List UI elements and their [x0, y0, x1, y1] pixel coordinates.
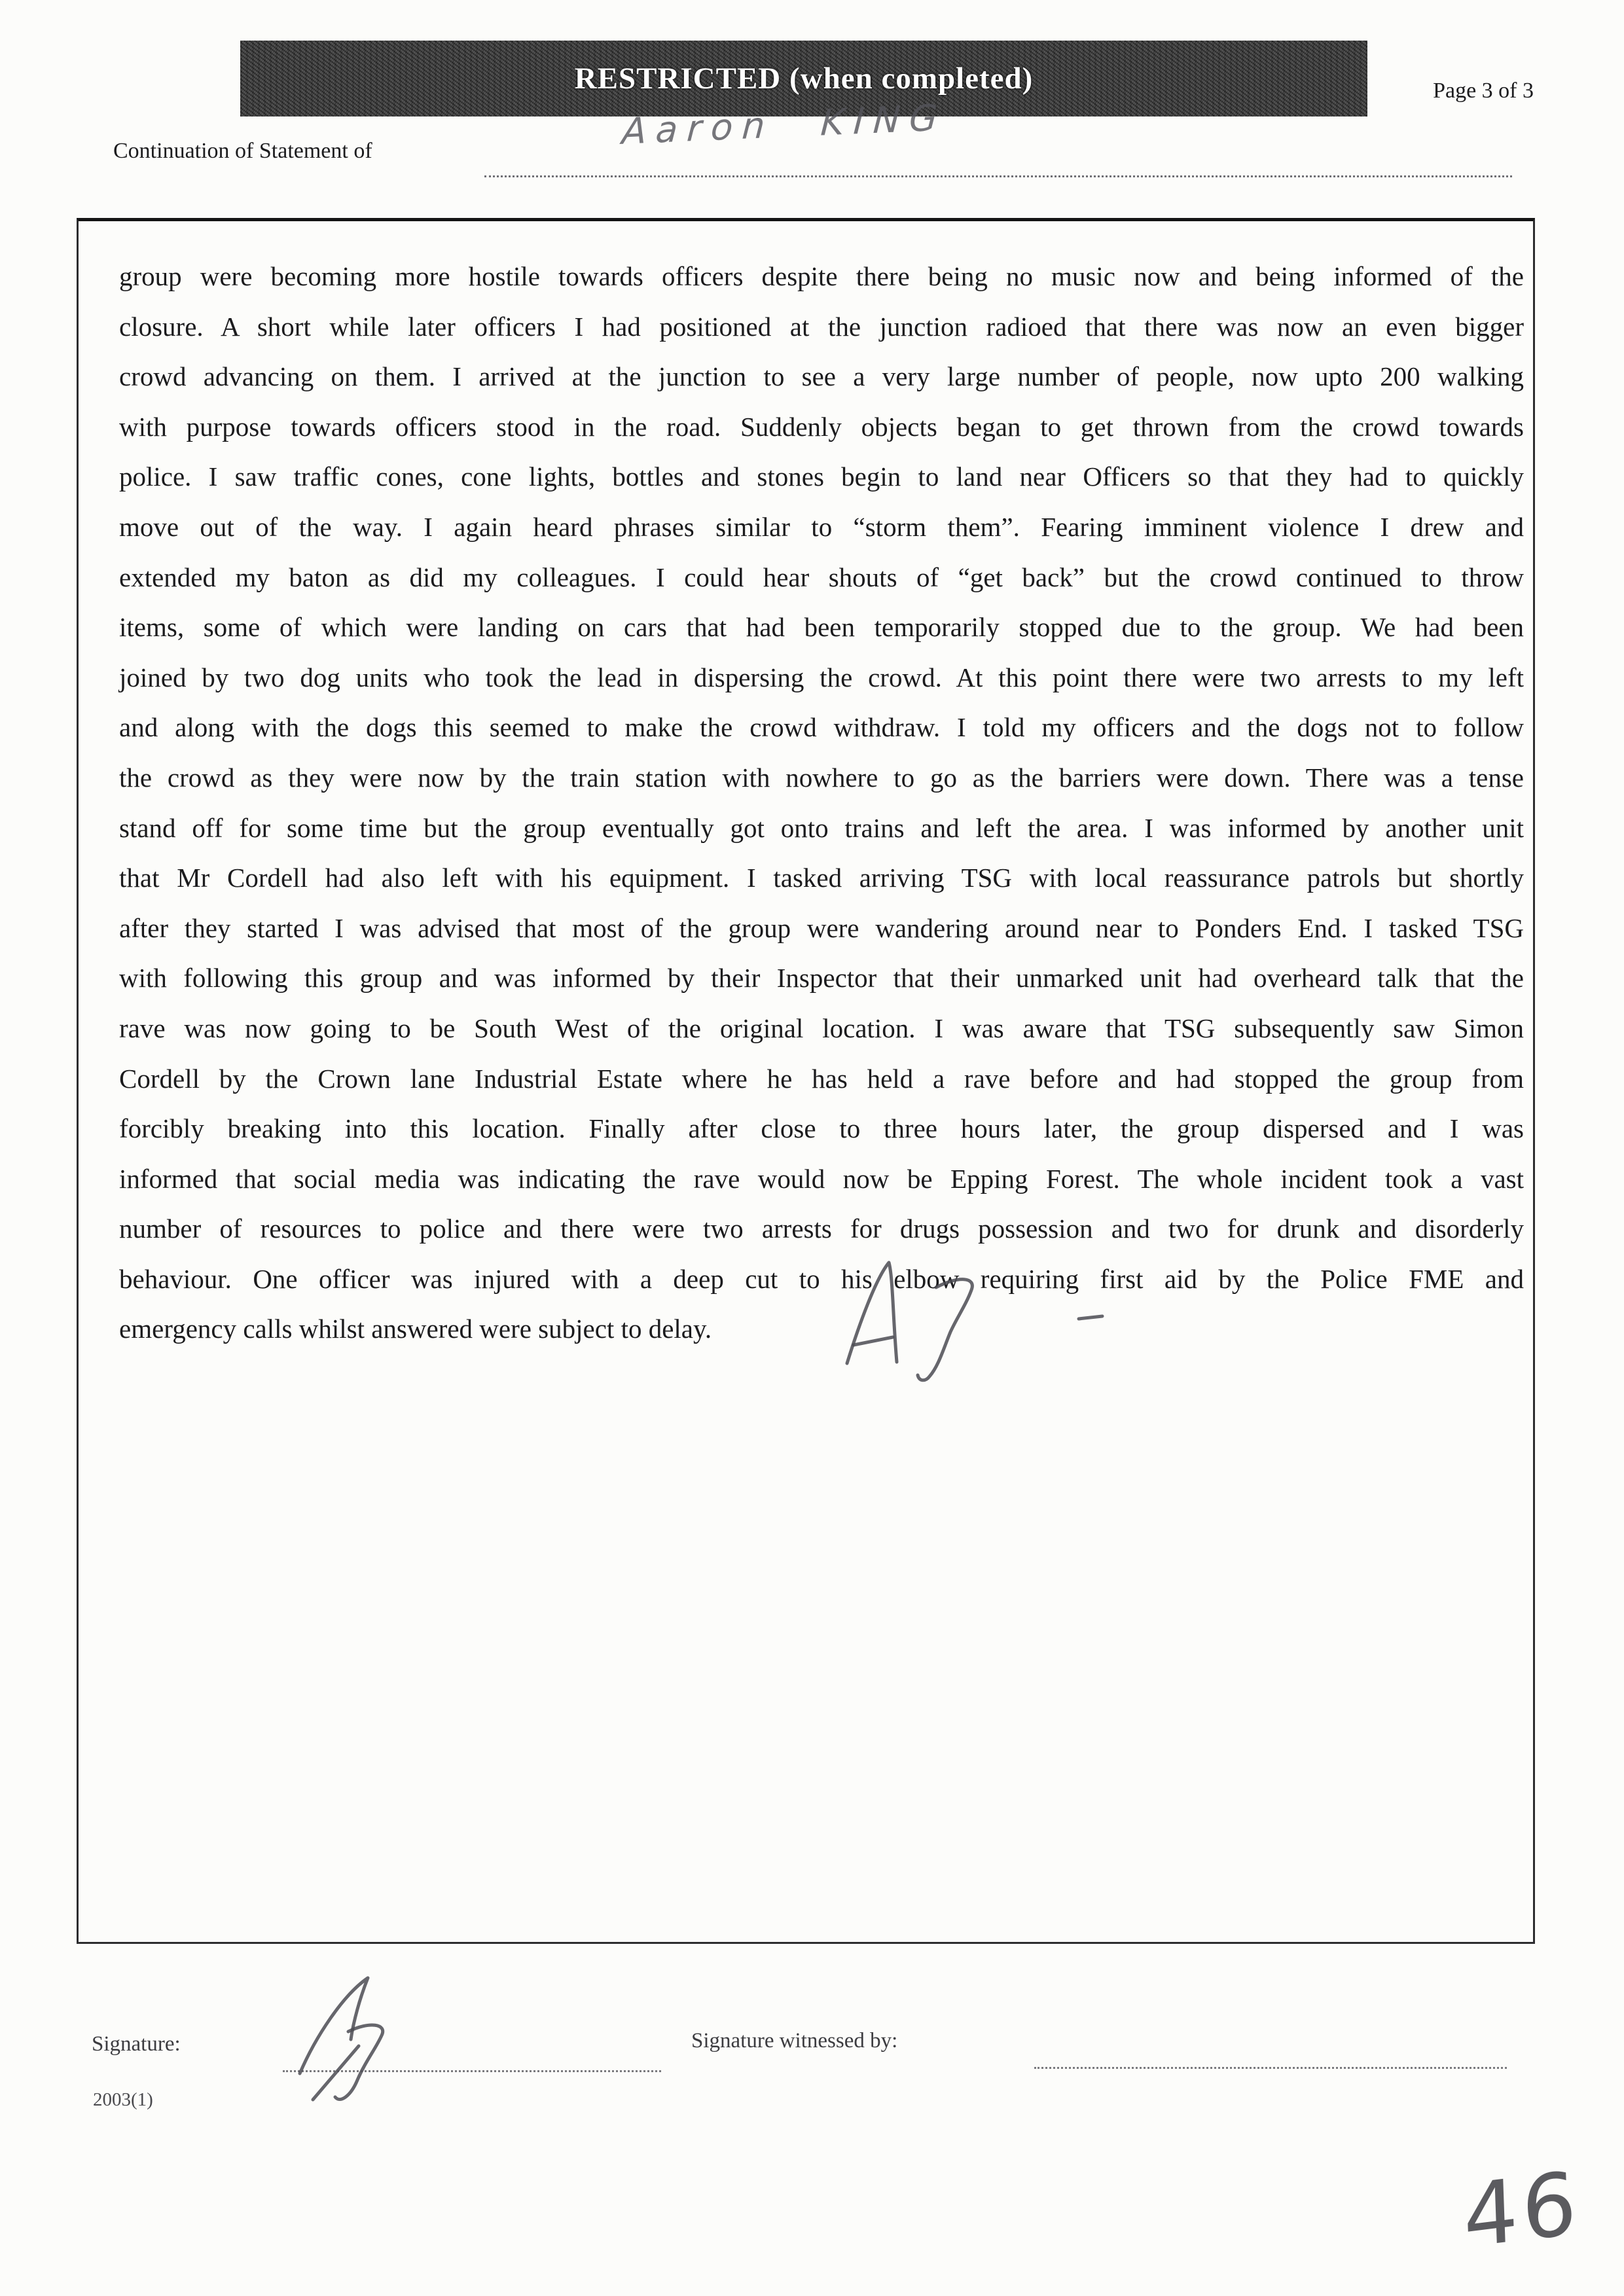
page-indicator: Page 3 of 3 [1433, 79, 1534, 103]
statement-line-8: items, some of which were landing on cars that had been temporarily stopped due to the group. We had been [119, 612, 1524, 643]
author-initials-mark [838, 1253, 1113, 1384]
witnessed-dotted-line [1034, 2049, 1507, 2069]
continuation-label: Continuation of Statement of [113, 139, 372, 163]
statement-line-14: after they started I was advised that most of the group were wandering around near to Ponders End. I tasked TSG [119, 912, 1524, 943]
signature-label: Signature: [92, 2032, 181, 2056]
statement-line-7: extended my baton as did my colleagues. I could hear shouts of “get back” but the crowd continued to throw [119, 562, 1524, 592]
statement-line-18: forcibly breaking into this location. Finally after close to three hours later, the group dispersed and I was [119, 1113, 1524, 1144]
statement-line-6: move out of the way. I again heard phrases similar to “storm them”. Fearing imminent violence I drew and [119, 511, 1524, 542]
statement-line-21: behaviour. One officer was injured with a deep cut to his elbow requiring first aid by the Police FME and [119, 1263, 1524, 1294]
statement-text [119, 251, 1524, 1354]
signature-witnessed-label: Signature witnessed by: [691, 2029, 898, 2053]
classification-banner-text: RESTRICTED (when completed) [574, 62, 1034, 96]
statement-line-3: crowd advancing on them. I arrived at the junction to see a very large number of people, now upto 200 walking [119, 361, 1524, 392]
signature-mark [275, 1969, 471, 2106]
continuation-dotted-line [484, 157, 1512, 177]
handwritten-name: Aaron KING [621, 96, 948, 152]
statement-line-19: informed that social media was indicating the rave would now be Epping Forest. The whole incident took a vast [119, 1163, 1524, 1194]
statement-line-12: stand off for some time but the group eventually got onto trains and left the area. I was informed by another unit [119, 812, 1524, 843]
statement-line-11: the crowd as they were now by the train station with nowhere to go as the barriers were down. There was a tense [119, 762, 1524, 793]
statement-line-15: with following this group and was informed by their Inspector that their unmarked unit had overheard talk that the [119, 963, 1524, 994]
statement-line-13: that Mr Cordell had also left with his equipment. I tasked arriving TSG with local reassurance patrols but shortly [119, 863, 1524, 893]
statement-line-17: Cordell by the Crown lane Industrial Estate where he has held a rave before and had stopped the group from [119, 1063, 1524, 1094]
statement-line-2: closure. A short while later officers I had positioned at the junction radioed that there was now an even bigger [119, 311, 1524, 342]
statement-line-20: number of resources to police and there were two arrests for drugs possession and two for drunk and disorderly [119, 1213, 1524, 1244]
handwritten-page-number: 46 [1461, 2152, 1582, 2269]
statement-line-9: joined by two dog units who took the lead in dispersing the crowd. At this point there were two arrests to my left [119, 662, 1524, 692]
statement-box [77, 218, 1535, 1944]
statement-line-22: emergency calls whilst answered were subject to delay. [119, 1314, 712, 1344]
statement-line-16: rave was now going to be South West of the original location. I was aware that TSG subsequently saw Simon [119, 1013, 1524, 1043]
statement-line-10: and along with the dogs this seemed to make the crowd withdraw. I told my officers and the dogs not to follow [119, 712, 1524, 743]
form-code: 2003(1) [93, 2089, 153, 2110]
statement-line-4: with purpose towards officers stood in the road. Suddenly objects began to get thrown from the crowd towards [119, 411, 1524, 442]
statement-line-5: police. I saw traffic cones, cone lights, bottles and stones begin to land near Officers so that they had to quickly [119, 461, 1524, 492]
statement-line-1: group were becoming more hostile towards officers despite there being no music now and being informed of the [119, 261, 1524, 291]
